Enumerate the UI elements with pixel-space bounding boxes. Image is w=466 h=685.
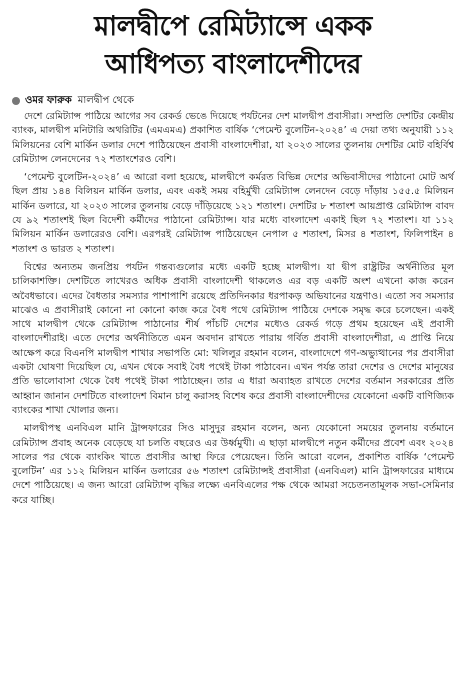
byline [12, 94, 454, 108]
author-name: ওমর ফারুক [25, 95, 72, 106]
bullet-icon [12, 97, 20, 105]
article-paragraph: মালদ্বীপস্থ এনবিএল মানি ট্রান্সফারের সিও মাসুদুর রহমান বলেন, অন্য যেকোনো সময়ের তুলনায় বর্তমানে রেমিট্যান্স প্রবাহ অনেক বেড়েছে যা চলতি বছরেও এর উর্ধ্বমুখী। এ ছাড়া মালদ্বীপে নতুন কর্মীদের প্রবেশ এবং ২০২৪ সালের পর থেকে ব্যাংকিং খাতে প্রবাসীর আস্থা ফিরে পেয়েছেন। তিনি আরো বলেন, প্রকাশিত বার্ষিক ‘পেমেন্ট বুলেটিন’ এর ১১২ মিলিয়ন মার্কিন ডলারের ৫৬ শতাংশ রেমিট্যান্সই প্রবাসীরা (এনবিএল) মানি ট্রান্সফারের মাধ্যমে দেশে পাঠিয়েছে। এ জন্য আরো রেমিট্যান্স বৃদ্ধির লক্ষ্যে এনবিএলের পক্ষ থেকে আমরা সচেতনতামূলক সভা-সেমিনার করে যাচ্ছি। [12, 423, 454, 506]
article-paragraph: বিশ্বের অন্যতম জনপ্রিয় পর্যটন গন্তব্যগুলোর মধ্যে একটি হচ্ছে মালদ্বীপ। যা দ্বীপ রাষ্ট্রটির অর্থনীতির মূল চালিকাশক্তি। দেশটিতে লাখেরও অধিক প্রবাসী বাংলাদেশী থাকলেও এর বড় একটি অংশ এখনো কাজ করেন অবৈধভাবে। এদের বৈধতার সমস্যার পাশাপাশি রয়েছে প্রতিদিনকার ধরপাকড় অভিযানের যন্ত্রণাও। এতো সব সমস্যার মাঝেও এ প্রবাসীরাই কোনো না কোনো কাজ করে বৈধ পথে রেমিট্যান্স পাঠিয়ে দেশকে সমৃদ্ধ করে চলেছেন। একই সাথে মালদ্বীপ থেকে রেমিট্যান্স পাঠানোর শীর্ষ পাঁচটি দেশের মধ্যেও রেকর্ড গড়ে প্রথম হয়েছেন এই প্রবাসী বাংলাদেশীরাই। এতে দেশের অর্থনীতিতে এমন অবদান রাখতে পারায় গর্বিত প্রবাসী বাংলাদেশীরা, এ প্রাপ্তি নিয়ে আক্ষেপ করে বিএনপি মালদ্বীপ শাখার সভাপতি মো: খলিলুর রহমান বলেন, বাংলাদেশে গণ-অভ্যুত্থানের পর প্রবাসীরা একটা ঘোষণা দিয়েছিল যে, এখন থেকে সবাই বৈধ পথেই টাকা পাঠাবেন। এখন পর্যন্ত তারা দেশের ও দেশের মানুষের প্রতি ভালোবাসা থেকে বৈধ পথেই টাকা পাঠাচ্ছেন। তার এ ধারা অব্যাহত রাখতে দেশের বর্তমান সরকারের প্রতি আহ্বান জানান দেশটিতে বাংলাদেশ বিমান চালু করাসহ বিশেষ করে প্রবাসী বাংলাদেশীদের যেকোনো একটি বাণিজ্যিক ব্যাংকের শাখা খোলার জন্য। [12, 261, 454, 416]
article-paragraph: ‘পেমেন্ট বুলেটিন-২০২৪’ এ আরো বলা হয়েছে, মালদ্বীপে কর্মরত বিভিন্ন দেশের অভিবাসীদের পাঠানো মোট অর্থ ছিল প্রায় ১৪৪ বিলিয়ন মার্কিন ডলার, এবং একই সময় বহির্মুখী রেমিট্যান্স লেনদেন বেড়ে দাঁড়ায় ১৫৫.৫ মিলিয়ন মার্কিন ডলারে, যা ২০২৩ সালের তুলনায় বেড়ে দাঁড়িয়েছে ১২১ শতাংশ। দেশটির ৮ শতাংশ আয়প্রাপ্ত রেমিট্যান্স বাবদ যে ৯২ শতাংশই ছিল বিদেশী কর্মীদের পাঠানো রেমিট্যান্স। যার মধ্যে বাংলাদেশ একাই ছিল ৭২ শতাংশ। যা ১১২ মিলিয়ন মার্কিন ডলারেরও বেশি। এরপরই রেমিট্যান্স পাঠিয়েছেন নেপাল ৫ শতাংশ, মিসর ৪ শতাংশ, ফিলিপাইন ৪ শতাংশ ও ভারত ২ শতাংশ। [12, 172, 454, 255]
headline-line-1: মালদ্বীপে রেমিট্যান্সে একক [94, 11, 372, 42]
headline-line-2: আধিপত্য বাংলাদেশীদের [105, 49, 361, 80]
article-paragraph: দেশে রেমিট্যান্স পাঠিয়ে আগের সব রেকর্ড ভেঙে দিয়েছে পর্যটনের দেশ মালদ্বীপ প্রবাসীরা। সম্প্রতি দেশটির কেন্দ্রীয় ব্যাংক, মালদ্বীপ মনিটারি অথরিটির (এমএমএ) প্রকাশিত বার্ষিক ‘পেমেন্ট বুলেটিন-২০২৪’ এ দেয়া তথ্য অনুযায়ী ১১২ মিলিয়নের বেশি মার্কিন ডলার দেশে পাঠিয়েছেন প্রবাসী বাংলাদেশীরা, যা ২০২৩ সালের তুলনায় দেশটির মোট বহির্বিশ্ব রেমিট্যান্স লেনদেনের ৭২ শতাংশেরও বেশি। [12, 111, 454, 165]
dateline-location: মালদ্বীপ থেকে [77, 95, 135, 106]
